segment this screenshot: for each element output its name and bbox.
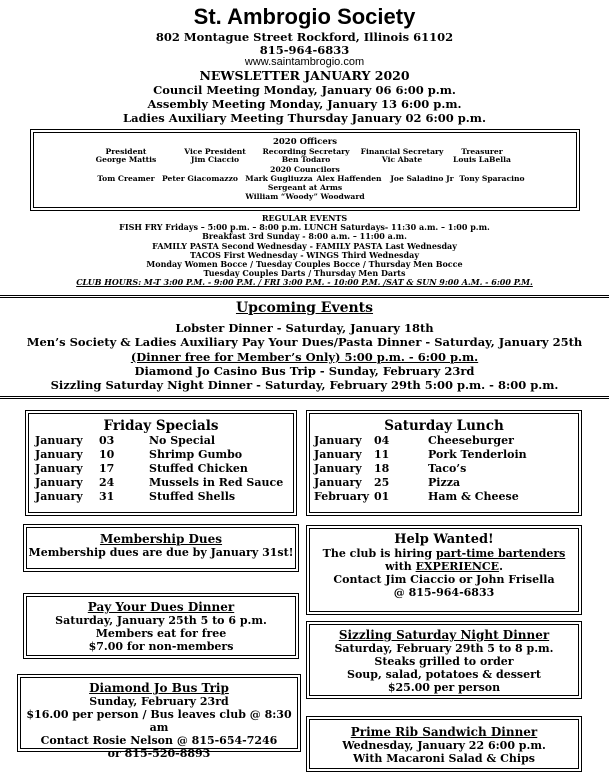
officer: Vice President Jim Ciaccio [184, 147, 246, 165]
help-wanted-line: @ 815-964-6833 [393, 586, 495, 599]
website-link[interactable]: www.saintambrogio.com [244, 56, 365, 68]
table-row: January 10 Shrimp Gumbo [35, 448, 243, 461]
upcoming-line: Lobster Dinner - Saturday, January 18th [175, 321, 434, 336]
address: 802 Montague Street Rockford, Illinois 61102 [155, 30, 454, 44]
table-row: January 18 Taco’s [314, 462, 467, 475]
table-row: January 24 Mussels in Red Sauce [35, 476, 284, 489]
diamond-jo-line: Contact Rosie Nelson @ 815-654-7246 [40, 734, 278, 747]
table-row: January 31 Stuffed Shells [35, 490, 236, 503]
prime-rib-line: With Macaroni Salad & Chips [353, 752, 535, 765]
sergeant-name: William “Woody” Woodward [245, 192, 365, 201]
councilor: Tony Sparacino [459, 174, 525, 183]
help-wanted-line: with EXPERIENCE. [385, 560, 503, 573]
officer: Recording Secretary Ben Todaro [262, 147, 350, 165]
meeting-line: Assembly Meeting Monday, January 13 6:00 p.m. [147, 97, 462, 111]
friday-specials-box [28, 413, 294, 513]
saturday-lunch-title: Saturday Lunch [384, 418, 504, 434]
regular-line: Monday Women Bocce / Tuesday Couples Bocce / Thursday Men Bocce [146, 259, 463, 270]
table-row: January 04 Cheeseburger [314, 434, 514, 447]
help-wanted-box [309, 528, 579, 612]
officer: Treasurer Louis LaBella [453, 147, 511, 165]
saturday-lunch-box [309, 413, 579, 513]
help-wanted-line: The club is hiring part-time bartenders [322, 547, 566, 560]
diamond-jo-title: Diamond Jo Bus Trip [89, 681, 229, 695]
councilor: Mark Gugliuzza [245, 174, 313, 183]
phone: 815-964-6833 [259, 43, 350, 57]
membership-dues-title: Membership Dues [99, 532, 223, 546]
regular-events [0, 214, 609, 288]
pay-dues-line: Members eat for free [95, 627, 227, 640]
officers-heading: 2020 Officers [272, 137, 338, 147]
regular-line: Breakfast 3rd Sunday - 8:00 a.m. – 11:00 a.m. [202, 231, 407, 242]
councilor: Alex Haffenden [316, 174, 382, 183]
prime-rib-box [309, 719, 579, 769]
help-wanted-title: Help Wanted! [394, 532, 494, 547]
divider [0, 295, 609, 298]
pay-dues-line: $7.00 for non-members [88, 640, 234, 653]
diamond-jo-line: Sunday, February 23rd [89, 695, 229, 708]
upcoming-events [0, 301, 609, 392]
sizzling-line: $25.00 per person [387, 681, 501, 694]
diamond-jo-box [20, 677, 298, 760]
help-wanted-line: Contact Jim Ciaccio or John Frisella [333, 573, 555, 586]
upcoming-line: Sizzling Saturday Night Dinner - Saturday, February 29th 5:00 p.m. - 8:00 p.m. [50, 378, 559, 393]
table-row: February 01 Ham & Cheese [314, 490, 519, 503]
meeting-line: Ladies Auxiliary Meeting Thursday January 02 6:00 p.m. [123, 111, 486, 125]
sizzling-line: Saturday, February 29th 5 to 8 p.m. [334, 642, 554, 655]
sizzling-line: Soup, salad, potatoes & dessert [347, 668, 541, 681]
sizzling-box [309, 624, 579, 696]
membership-dues-box [26, 527, 296, 569]
upcoming-line: Diamond Jo Casino Bus Trip - Sunday, February 23rd [134, 363, 475, 378]
club-hours: CLUB HOURS: M-T 3:00 P.M. - 9:00 P.M. / FRI 3:00 P.M. - 10:00 P.M. /SAT & SUN 9:00 A.M. - 6:00 P.M. [76, 277, 533, 288]
upcoming-line: (Dinner free for Member’s Only) 5:00 p.m. - 6:00 p.m. [130, 349, 479, 364]
upcoming-heading: Upcoming Events [235, 300, 374, 316]
meeting-line: Council Meeting Monday, January 06 6:00 p.m. [153, 83, 456, 97]
table-row: January 17 Stuffed Chicken [35, 462, 248, 475]
sergeant-title: Sergeant at Arms [267, 183, 343, 192]
sizzling-line: Steaks grilled to order [374, 655, 514, 668]
regular-heading: REGULAR EVENTS [261, 213, 348, 223]
table-row: January 03 No Special [35, 434, 216, 447]
prime-rib-line: Wednesday, January 22 6:00 p.m. [342, 739, 546, 752]
divider [0, 396, 609, 399]
upcoming-line: Men’s Society & Ladies Auxiliary Pay Your Dues/Pasta Dinner - Saturday, January 25th [26, 335, 583, 350]
membership-dues-body: Membership dues are due by January 31st! [28, 546, 294, 559]
prime-rib-title: Prime Rib Sandwich Dinner [350, 725, 538, 739]
officers-box [33, 132, 577, 208]
regular-line: Tuesday Couples Darts / Thursday Men Darts [203, 268, 406, 279]
officer: President George Mattis [95, 147, 157, 165]
pay-dues-box [26, 596, 296, 656]
diamond-jo-line: $16.00 per person / Bus leaves club @ 8:30 am [26, 708, 292, 734]
regular-line: TACOS First Wednesday - WINGS Third Wednesday [190, 249, 419, 260]
newsletter-title: NEWSLETTER JANUARY 2020 [199, 68, 410, 83]
pay-dues-title: Pay Your Dues Dinner [87, 600, 235, 614]
diamond-jo-line: or 815-520-8893 [107, 747, 211, 760]
table-row: January 11 Pork Tenderloin [314, 448, 527, 461]
officer: Financial Secretary Vic Abate [360, 147, 444, 165]
society-title: St. Ambrogio Society [193, 4, 416, 29]
table-row: January 25 Pizza [314, 476, 461, 489]
councilor: Joe Saladino Jr [390, 174, 454, 183]
councilor: Peter Giacomazzo [162, 174, 238, 183]
friday-specials-title: Friday Specials [103, 418, 219, 434]
councilors-heading: 2020 Councilors [270, 165, 340, 174]
regular-line: FAMILY PASTA Second Wednesday - FAMILY PASTA Last Wednesday [152, 240, 457, 251]
councilor: Tom Creamer [97, 174, 155, 183]
sizzling-title: Sizzling Saturday Night Dinner [338, 628, 550, 642]
pay-dues-line: Saturday, January 25th 5 to 6 p.m. [55, 614, 267, 627]
regular-line: FISH FRY Fridays – 5:00 p.m. – 8:00 p.m. LUNCH Saturdays- 11:30 a.m. – 1:00 p.m. [119, 222, 490, 233]
